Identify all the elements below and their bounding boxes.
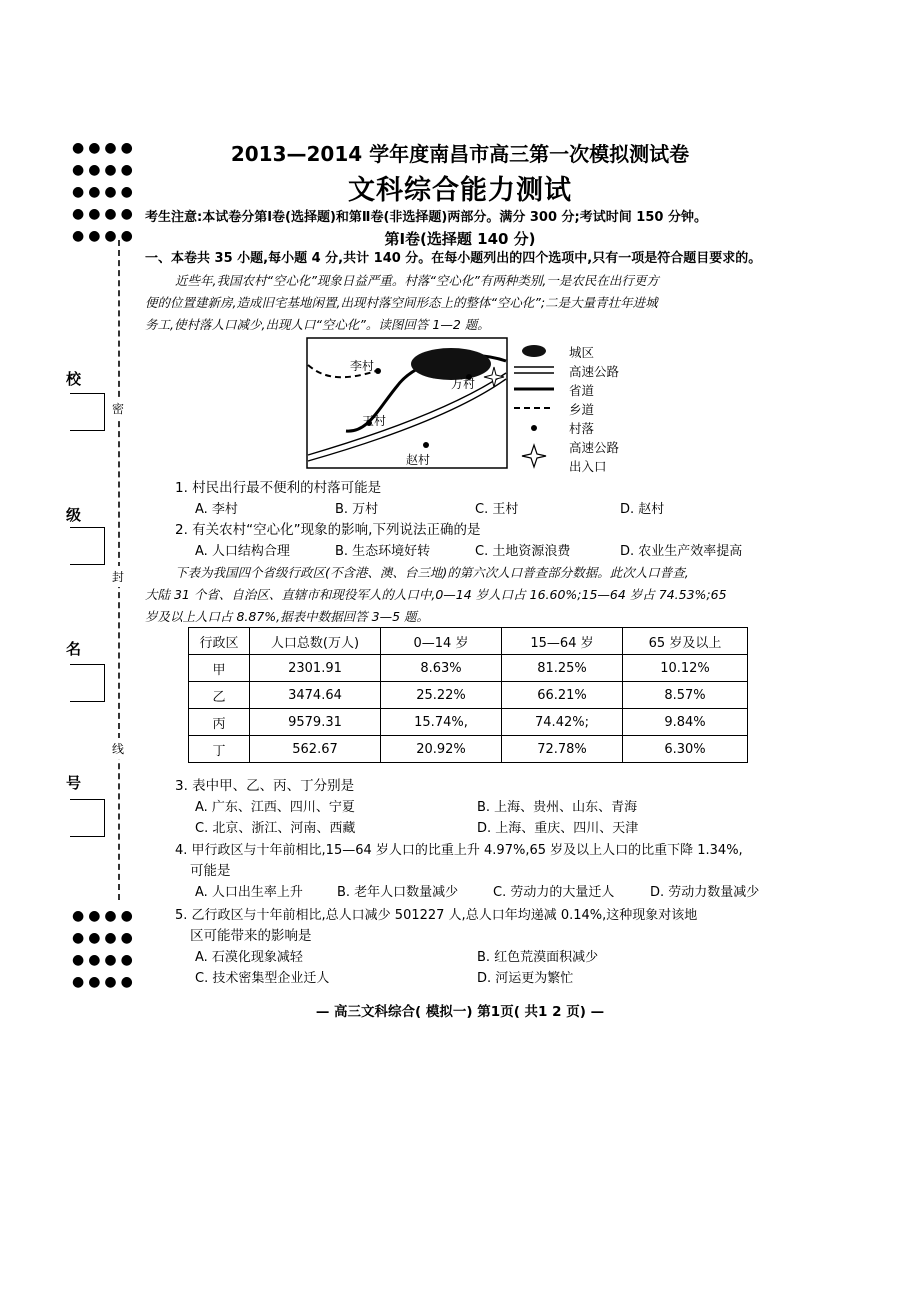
cut-mark: 线: [112, 738, 124, 759]
passage-line: 务工,使村落人口减少,出现人口“空心化”。读图回答 1—2 题。: [145, 317, 490, 332]
legend-label: 高速公路: [569, 364, 620, 379]
legend-label: 高速公路: [569, 440, 620, 455]
table-cell: 3474.64: [250, 682, 381, 709]
option[interactable]: A. 人口出生率上升: [195, 885, 303, 900]
option[interactable]: B. 上海、贵州、山东、青海: [477, 800, 638, 815]
option[interactable]: D. 赵村: [620, 502, 665, 517]
table-header: 0—14 岁: [381, 628, 502, 655]
question-3-options: [195, 818, 638, 839]
binding-dots: ●●●●: [72, 184, 137, 200]
table-cell: 丁: [189, 736, 250, 763]
table-row: [189, 736, 748, 763]
table-header-row: [189, 628, 748, 655]
table-row: [189, 709, 748, 736]
binding-dots: ●●●●: [72, 974, 137, 990]
legend-label: 村落: [569, 421, 595, 436]
urban-area: [411, 348, 491, 380]
binding-dots: ●●●●: [72, 930, 137, 946]
binding-dots: ●●●●: [72, 228, 137, 244]
table-cell: 25.22%: [381, 682, 502, 709]
table-row: [189, 655, 748, 682]
question-4-stem: 4. 甲行政区与十年前相比,15—64 岁人口的比重上升 4.97%,65 岁及以上人口的比重下降 1.34%,: [175, 843, 743, 858]
legend-label: 省道: [569, 383, 595, 398]
table-cell: 74.42%;: [502, 709, 623, 736]
village-dot-zhao: [423, 442, 429, 448]
exam-notice: 考生注意:本试卷分第Ⅰ卷(选择题)和第Ⅱ卷(非选择题)两部分。满分 300 分;考试时间 150 分钟。: [145, 210, 707, 225]
binding-dots: ●●●●: [72, 952, 137, 968]
exam-title: 2013—2014 学年度南昌市高三第一次模拟测试卷: [230, 142, 690, 166]
population-table: [188, 627, 748, 763]
option[interactable]: B. 万村: [335, 502, 379, 517]
table-row: [189, 682, 748, 709]
passage-line: 下表为我国四个省级行政区(不含港、澳、台三地)的第六次人口普查部分数据。此次人口普查,: [175, 565, 689, 580]
question-1-stem: 1. 村民出行最不便利的村落可能是: [175, 480, 382, 496]
binding-dots: ●●●●: [72, 162, 137, 178]
name-field[interactable]: [70, 664, 105, 702]
table-cell: 9579.31: [250, 709, 381, 736]
passage-line: 岁及以上人口占 8.87%,据表中数据回答 3—5 题。: [145, 609, 430, 624]
option[interactable]: A. 李村: [195, 502, 238, 517]
table-cell: 2301.91: [250, 655, 381, 682]
option[interactable]: B. 生态环境好转: [335, 544, 431, 559]
table-cell: 甲: [189, 655, 250, 682]
table-cell: 乙: [189, 682, 250, 709]
option[interactable]: D. 上海、重庆、四川、天津: [477, 821, 639, 836]
village-road-map: [306, 337, 508, 469]
binding-dots: ●●●●: [72, 908, 137, 924]
map-label-wan: 万村: [451, 377, 476, 391]
question-3-stem: 3. 表中甲、乙、丙、丁分别是: [175, 778, 355, 794]
question-5-stem: 5. 乙行政区与十年前相比,总人口减少 501227 人,总人口年均递减 0.14%,这种现象对该地: [175, 908, 698, 923]
class-field[interactable]: [70, 527, 105, 565]
page-footer: — 高三文科综合( 模拟一) 第1页( 共1 2 页) —: [315, 1004, 605, 1020]
table-cell: 8.57%: [623, 682, 748, 709]
passage-line: 大陆 31 个省、自治区、直辖市和现役军人的人口中,0—14 岁人口占 16.60%;15—64 岁占 74.53%;65: [145, 587, 727, 602]
passage-line: 便的位置建新房,造成旧宅基地闲置,出现村落空间形态上的整体“空心化”;二是大量青壮年进城: [145, 295, 658, 310]
school-field[interactable]: [70, 393, 105, 431]
passage-line: 近些年,我国农村“空心化”现象日益严重。村落“空心化”有两种类别,一是农民在出行更方: [175, 273, 659, 288]
question-5-options: [195, 947, 598, 968]
map-label-li: 李村: [350, 359, 375, 373]
option[interactable]: C. 技术密集型企业迁人: [195, 971, 330, 986]
question-2-stem: 2. 有关农村“空心化”现象的影响,下列说法正确的是: [175, 522, 481, 538]
table-header: 人口总数(万人): [250, 628, 381, 655]
option[interactable]: A. 广东、江西、四川、宁夏: [195, 800, 355, 815]
school-label: 校: [66, 370, 82, 388]
table-cell: 10.12%: [623, 655, 748, 682]
option[interactable]: A. 人口结构合理: [195, 544, 290, 559]
option[interactable]: D. 农业生产效率提高: [620, 544, 743, 559]
option[interactable]: C. 王村: [475, 502, 519, 517]
interchange-legend-icon: [512, 437, 556, 475]
table-cell: 20.92%: [381, 736, 502, 763]
option[interactable]: C. 土地资源浪费: [475, 544, 571, 559]
question-1-options: [195, 499, 664, 520]
table-cell: 72.78%: [502, 736, 623, 763]
table-cell: 6.30%: [623, 736, 748, 763]
option[interactable]: C. 北京、浙江、河南、西藏: [195, 821, 356, 836]
table-cell: 9.84%: [623, 709, 748, 736]
cut-mark: 封: [112, 566, 124, 587]
binding-dots: ●●●●: [72, 140, 137, 156]
table-header: 行政区: [189, 628, 250, 655]
table-cell: 丙: [189, 709, 250, 736]
highway-legend-icon: [512, 361, 556, 380]
question-5-stem-cont: 区可能带来的影响是: [190, 928, 312, 944]
table-cell: 562.67: [250, 736, 381, 763]
legend-label: 出入口: [569, 459, 607, 474]
option[interactable]: A. 石漠化现象减轻: [195, 950, 303, 965]
question-4-stem-cont: 可能是: [190, 863, 231, 879]
village-legend-icon: [512, 418, 556, 437]
option[interactable]: D. 河运更为繁忙: [477, 971, 574, 986]
option[interactable]: C. 劳动力的大量迁人: [493, 885, 615, 900]
exam-subtitle: 文科综合能力测试: [348, 175, 572, 206]
question-4-options: [195, 882, 759, 903]
cut-mark: 密: [112, 398, 124, 419]
table-cell: 8.63%: [381, 655, 502, 682]
number-field[interactable]: [70, 799, 105, 837]
class-label: 级: [66, 506, 82, 524]
table-header: 65 岁及以上: [623, 628, 748, 655]
name-label: 名: [66, 640, 82, 658]
binding-dots: ●●●●: [72, 206, 137, 222]
question-2-options: [195, 541, 742, 562]
township-road-legend-icon: [512, 399, 556, 418]
section-instruction: 一、本卷共 35 小题,每小题 4 分,共计 140 分。在每小题列出的四个选项中,只有一项是符合题目要求的。: [145, 251, 762, 266]
urban-legend-icon: [512, 342, 556, 361]
table-cell: 15.74%,: [381, 709, 502, 736]
table-cell: 81.25%: [502, 655, 623, 682]
number-label: 号: [66, 774, 82, 792]
legend-label: 乡道: [569, 402, 595, 417]
map-label-wang: 王村: [362, 414, 387, 428]
question-5-options: [195, 968, 573, 989]
option[interactable]: D. 劳动力数量减少: [650, 885, 760, 900]
village-dot-li: [375, 368, 381, 374]
option[interactable]: B. 红色荒漠面积减少: [477, 950, 599, 965]
option[interactable]: B. 老年人口数量减少: [337, 885, 459, 900]
part-title: 第Ⅰ卷(选择题 140 分): [384, 230, 536, 248]
question-3-options: [195, 797, 637, 818]
table-header: 15—64 岁: [502, 628, 623, 655]
map-label-zhao: 赵村: [406, 453, 431, 467]
table-cell: 66.21%: [502, 682, 623, 709]
legend-label: 城区: [569, 345, 595, 360]
provincial-road-legend-icon: [512, 380, 556, 399]
